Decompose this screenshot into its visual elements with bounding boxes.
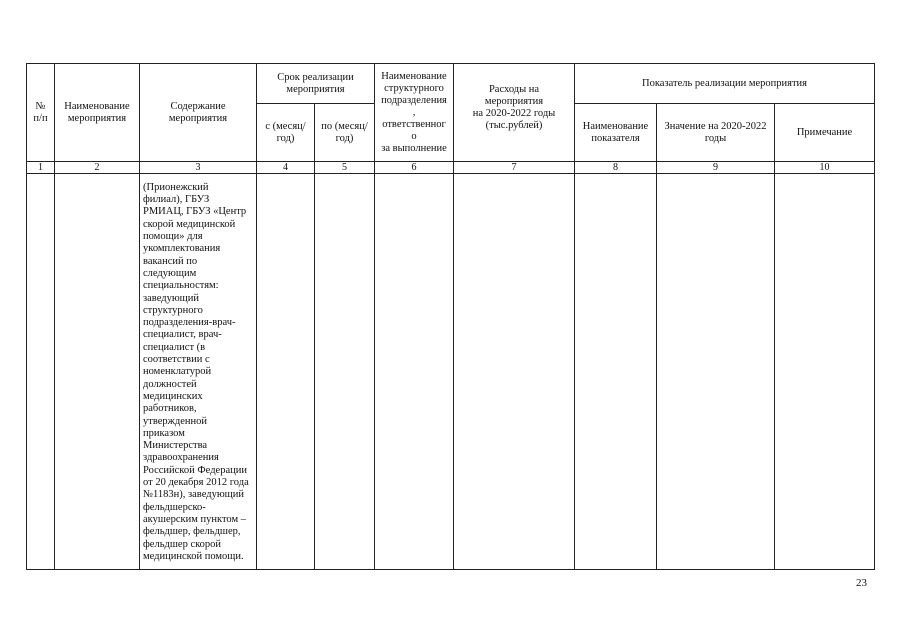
column-number: 3 xyxy=(140,162,257,174)
header-indicator-name: Наименование показателя xyxy=(575,104,657,162)
cell-from xyxy=(257,174,315,570)
column-number: 4 xyxy=(257,162,315,174)
cell-costs xyxy=(454,174,575,570)
header-costs: Расходы на мероприятия на 2020-2022 годы (тыс.рублей) xyxy=(454,64,575,162)
header-content: Содержание мероприятия xyxy=(140,64,257,162)
header-unit: Наименование структурного подразделения , ответственног о за выполнение xyxy=(375,64,454,162)
header-indicator: Показатель реализации мероприятия xyxy=(575,64,875,104)
column-number: 6 xyxy=(375,162,454,174)
document-table-wrapper xyxy=(26,63,875,570)
header-period: Срок реализации мероприятия xyxy=(257,64,375,104)
column-number: 2 xyxy=(55,162,140,174)
column-number: 10 xyxy=(775,162,875,174)
column-number: 1 xyxy=(27,162,55,174)
cell-num xyxy=(27,174,55,570)
table-row xyxy=(27,174,875,570)
column-numbers-row xyxy=(27,162,875,174)
column-number: 7 xyxy=(454,162,575,174)
header-from: с (месяц/ год) xyxy=(257,104,315,162)
page-number: 23 xyxy=(856,577,867,589)
header-note: Примечание xyxy=(775,104,875,162)
header-row-1 xyxy=(27,64,875,104)
activity-table xyxy=(26,63,875,570)
cell-to xyxy=(315,174,375,570)
header-to: по (месяц/ год) xyxy=(315,104,375,162)
column-number: 9 xyxy=(657,162,775,174)
cell-content: (Прионежский филиал), ГБУЗ РМИАЦ, ГБУЗ «Центр скорой медицинской помощи» для укомплектования вакансий по следующим специальностям: заведующий структурного подразделения-врач- специалист, врач- специалист (в соответствии с номенклатурой должностей медицинских работников, утвержденной приказом Министерства здравоохранения Российской Федерации от 20 декабря 2012 года №1183н), заведующий фельдшерско- акушерским пунктом – фельдшер, фельдшер, фельдшер скорой медицинской помощи. xyxy=(140,174,257,570)
cell-name xyxy=(55,174,140,570)
cell-unit xyxy=(375,174,454,570)
header-name: Наименование мероприятия xyxy=(55,64,140,162)
cell-indicator-name xyxy=(575,174,657,570)
cell-indicator-value xyxy=(657,174,775,570)
column-number: 5 xyxy=(315,162,375,174)
cell-note xyxy=(775,174,875,570)
column-number: 8 xyxy=(575,162,657,174)
header-num: № п/п xyxy=(27,64,55,162)
header-indicator-value: Значение на 2020-2022 годы xyxy=(657,104,775,162)
